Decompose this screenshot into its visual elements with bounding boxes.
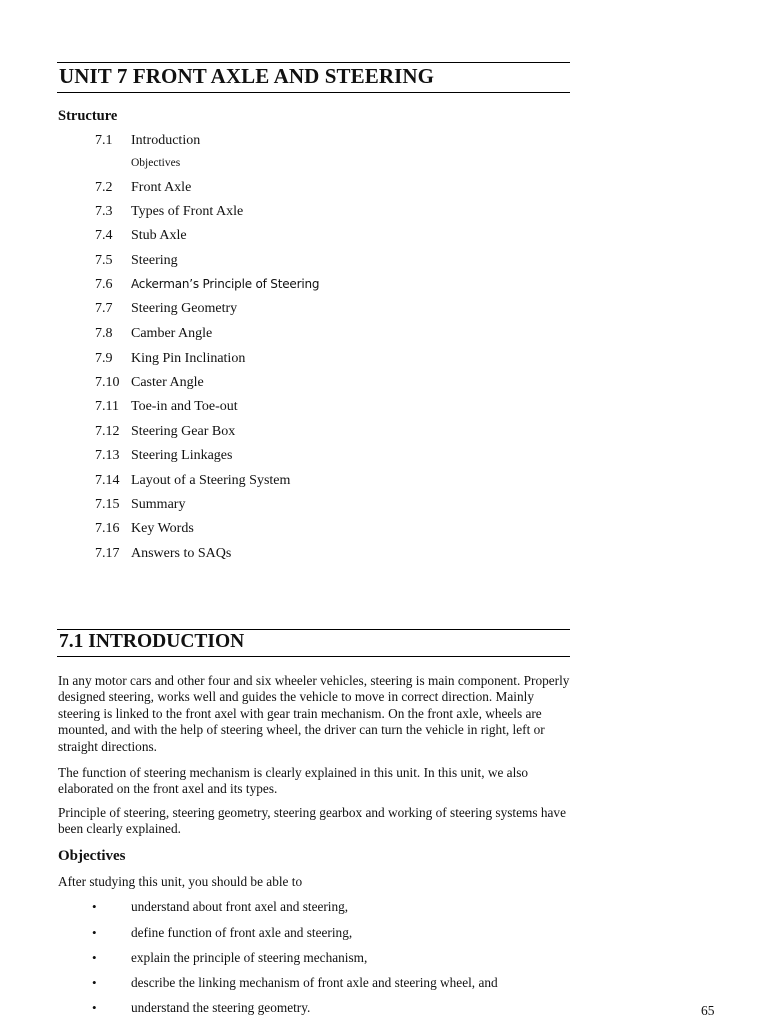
intro-paragraph: Principle of steering, steering geometry, steering gearbox and working of steering systems have been clearly explained.	[58, 805, 566, 837]
objectives-intro: After studying this unit, you should be able to	[58, 874, 303, 889]
toc-number: 7.5	[95, 253, 113, 268]
toc-label: Steering Geometry	[131, 301, 238, 316]
toc-label: Summary	[131, 497, 186, 512]
toc-label: Front Axle	[131, 180, 192, 195]
section-top-rule	[57, 629, 570, 630]
bullet-icon: •	[92, 899, 97, 914]
toc-label: Caster Angle	[131, 375, 204, 390]
toc-number: 7.15	[95, 497, 120, 512]
toc-number: 7.1	[95, 133, 113, 148]
intro-paragraph: In any motor cars and other four and six wheeler vehicles, steering is main component. Properly designed steering, works well and guides the vehicle to move in correct direction. Mainly steering is linked to the front axel with gear train mechanism. On the front axle, wheels are mounted, and with the help of steering wheel, the driver can turn the vehicle in right, left or straight directions.	[58, 673, 570, 754]
toc-number: 7.4	[95, 228, 113, 243]
toc-sublabel: Objectives	[131, 157, 181, 169]
top-rule	[57, 62, 570, 63]
bullet-icon: •	[92, 925, 97, 940]
toc-label: Steering	[131, 253, 178, 268]
page-number: 65	[701, 1003, 715, 1018]
intro-paragraph: The function of steering mechanism is clearly explained in this unit. In this unit, we also elaborated on the front axel and its types.	[58, 765, 529, 797]
toc-label: King Pin Inclination	[131, 351, 246, 366]
toc-label: Steering Linkages	[131, 448, 233, 463]
toc-number: 7.3	[95, 204, 113, 219]
bullet-icon: •	[92, 950, 97, 965]
toc-label: Key Words	[131, 521, 194, 536]
toc-label: Layout of a Steering System	[131, 473, 291, 488]
toc-number: 7.12	[95, 424, 120, 439]
toc-number: 7.6	[95, 277, 113, 292]
objective-text: understand the steering geometry.	[131, 1000, 311, 1015]
objectives-heading: Objectives	[58, 848, 126, 864]
toc-label: Toe-in and Toe-out	[131, 399, 238, 414]
objective-text: understand about front axel and steering,	[131, 899, 349, 914]
toc-number: 7.13	[95, 448, 120, 463]
toc-number: 7.10	[95, 375, 120, 390]
toc-number: 7.9	[95, 351, 113, 366]
toc-number: 7.17	[95, 546, 120, 561]
toc-number: 7.11	[95, 399, 119, 414]
structure-heading: Structure	[58, 108, 118, 124]
toc-label: Ackerman’s Principle of Steering	[131, 277, 320, 291]
section-underline	[57, 656, 570, 657]
toc-label: Answers to SAQs	[131, 546, 232, 561]
toc-label: Steering Gear Box	[131, 424, 236, 439]
objective-text: explain the principle of steering mechanism,	[131, 950, 368, 965]
section-heading: 7.1 INTRODUCTION	[59, 631, 245, 652]
toc-label: Types of Front Axle	[131, 204, 244, 219]
toc-label: Camber Angle	[131, 326, 213, 341]
toc-label: Stub Axle	[131, 228, 187, 243]
objective-text: define function of front axle and steering,	[131, 925, 353, 940]
toc-number: 7.7	[95, 301, 113, 316]
toc-number: 7.8	[95, 326, 113, 341]
objective-text: describe the linking mechanism of front axle and steering wheel, and	[131, 975, 498, 990]
toc-number: 7.16	[95, 521, 120, 536]
unit-title: UNIT 7 FRONT AXLE AND STEERING	[59, 64, 435, 88]
unit-title-underline	[57, 92, 570, 93]
toc-number: 7.2	[95, 180, 113, 195]
bullet-icon: •	[92, 1000, 97, 1015]
toc-number: 7.14	[95, 473, 120, 488]
toc-label: Introduction	[131, 133, 201, 148]
bullet-icon: •	[92, 975, 97, 990]
